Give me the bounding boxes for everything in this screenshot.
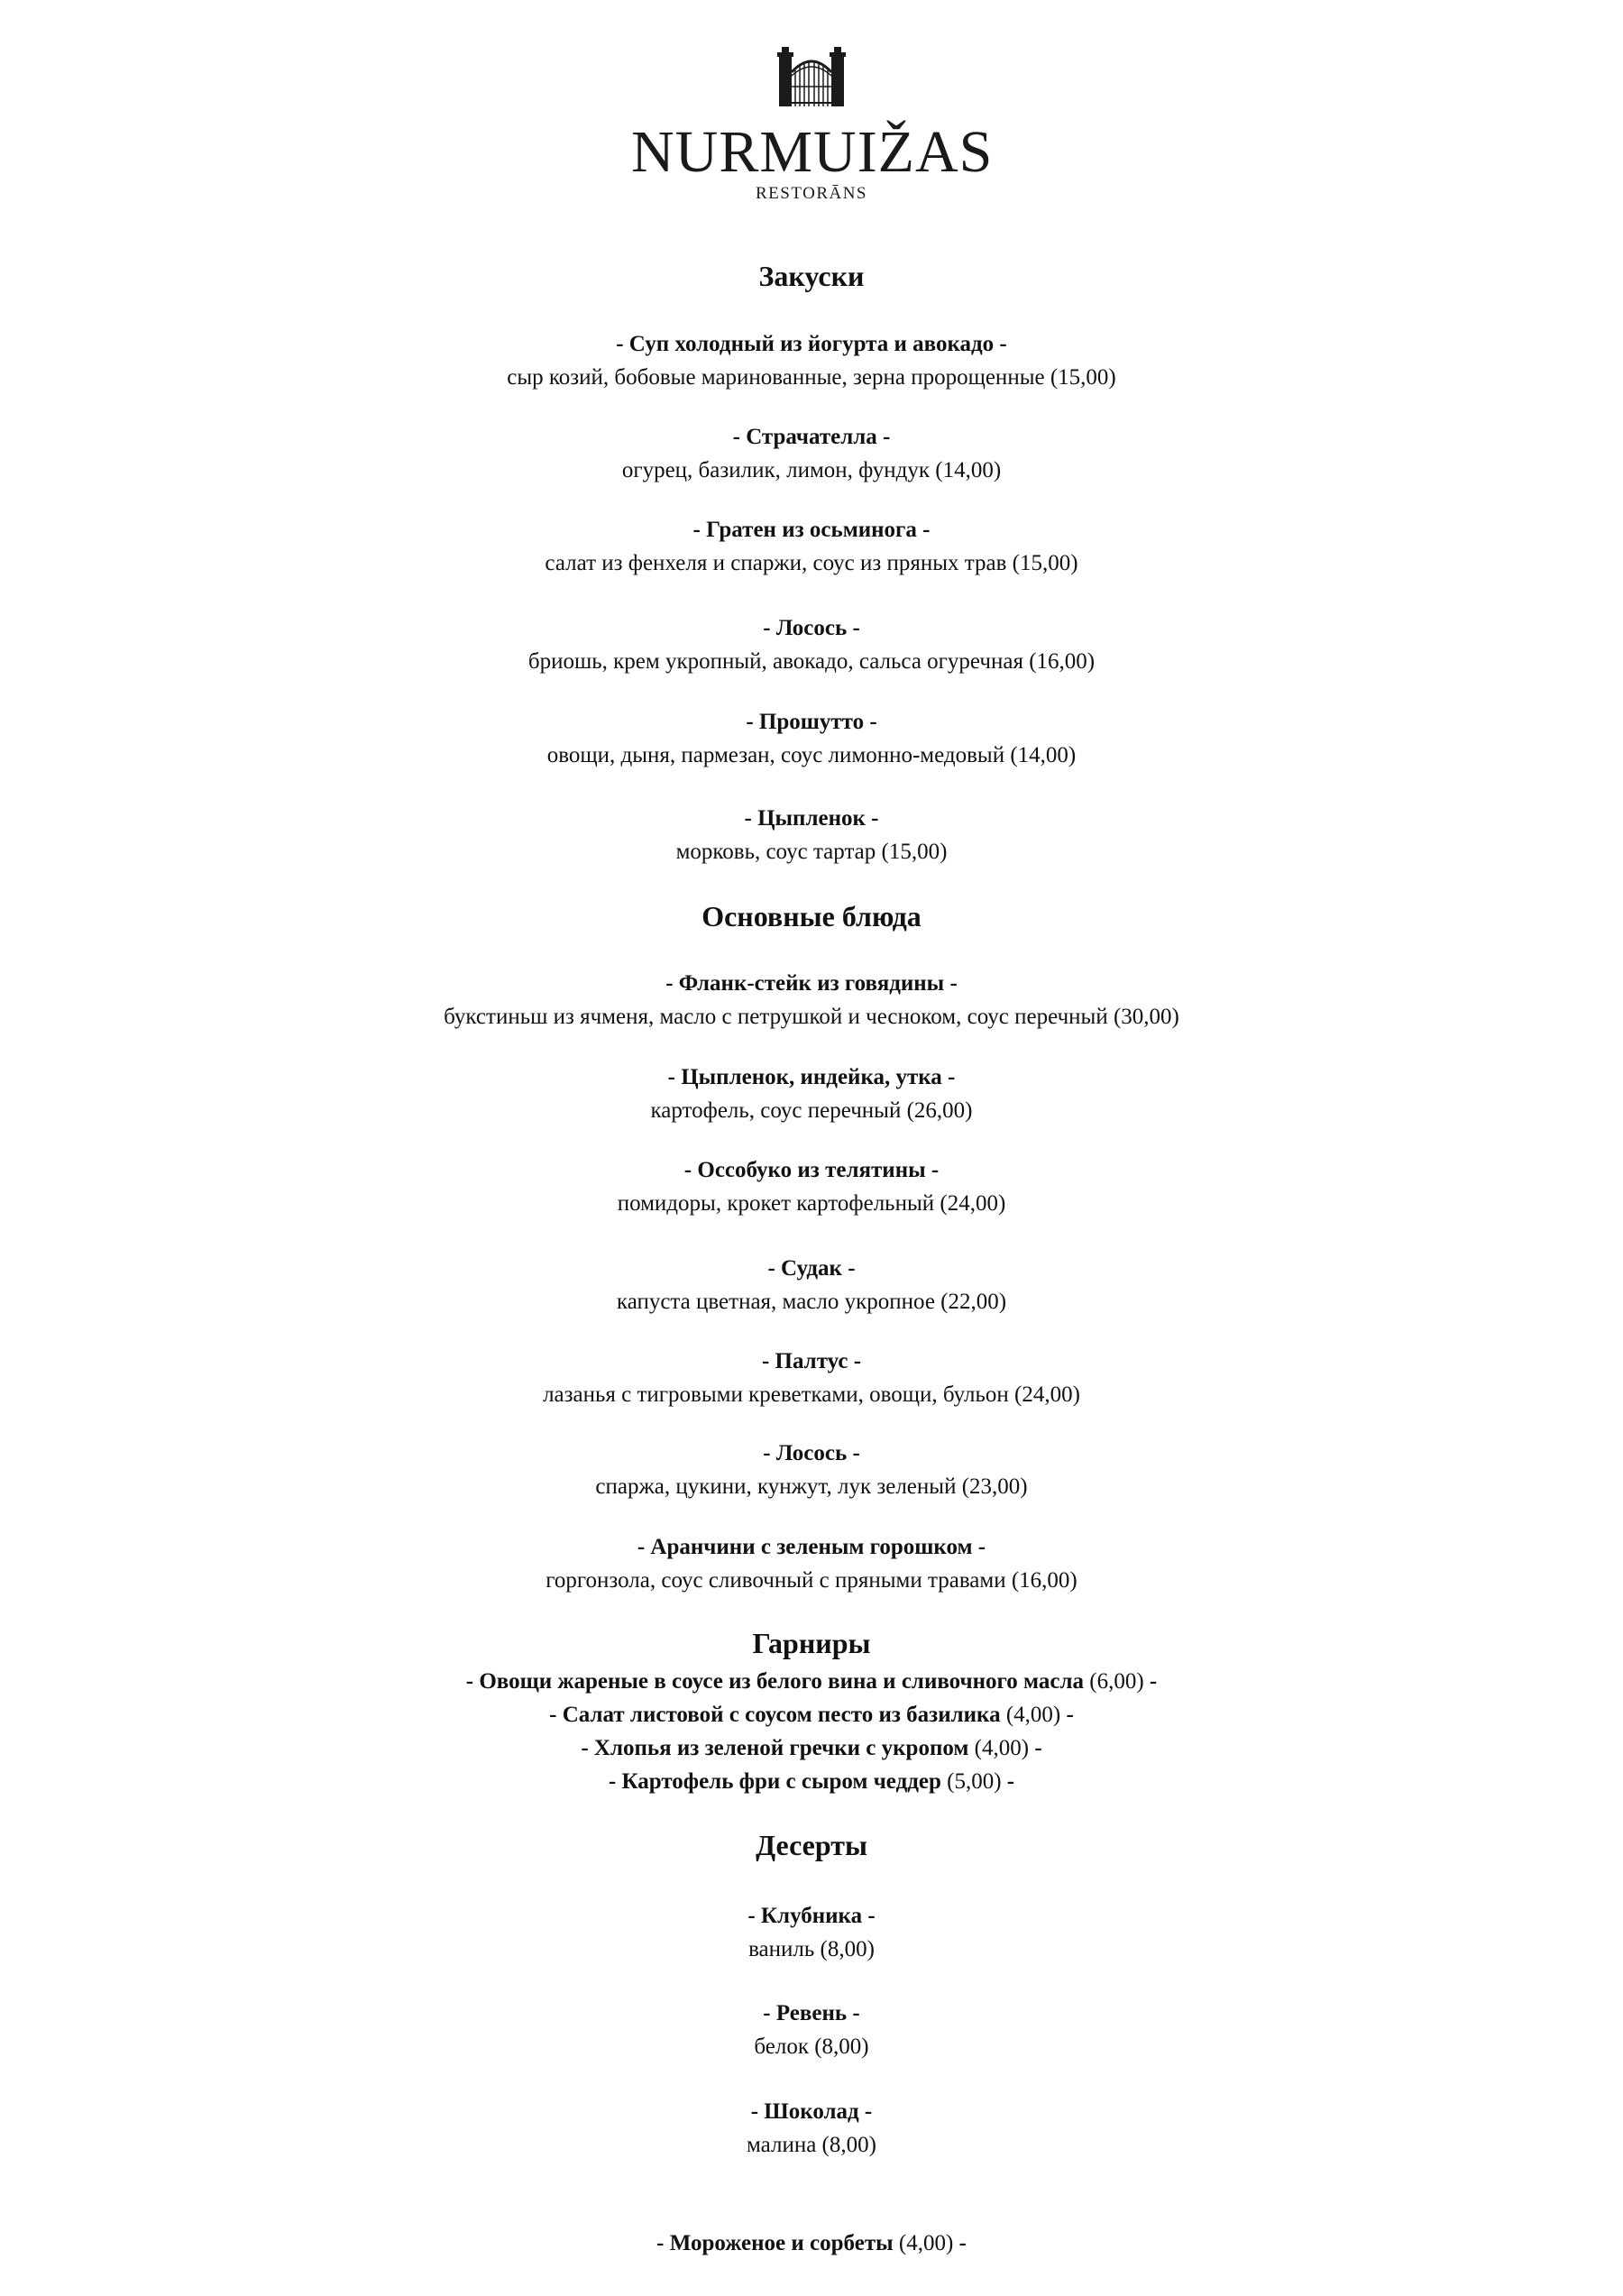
starter-item-desc: овощи, дыня, пармезан, соус лимонно-медовый (14,00) [546,743,1077,767]
section-title-sides: Гарниры [752,1627,871,1659]
starter-item-name: - Цыпленок - [744,806,879,831]
section-title-mains: Основные блюда [701,900,922,932]
side-item-price: (4,00) [1005,1703,1061,1727]
starter-item-name: - Суп холодный из йогурта и авокадо - [616,332,1007,356]
side-item-dash: - [1060,1703,1074,1727]
side-item-price: (6,00) [1089,1669,1144,1694]
starter-item-desc: морковь, соус тартар (15,00) [675,840,948,864]
dessert-extra-price: (4,00) [898,2231,954,2255]
side-item [0,1737,1623,1759]
main-item-desc: капуста цветная, масло укропное (22,00) [616,1290,1007,1314]
logo-name: NURMUIŽAS [631,119,994,185]
dessert-item-desc: белок (8,00) [754,2034,869,2059]
gate-icon [775,47,848,106]
starter-item-desc: сыр козий, бобовые маринованные, зерна пророщенные (15,00) [507,365,1116,390]
main-item-desc: помидоры, крокет картофельный (24,00) [617,1191,1006,1216]
side-item-dash: - [1001,1769,1015,1794]
main-item-desc: спаржа, цукини, кунжут, лук зеленый (23,00) [595,1474,1028,1499]
main-item-name: - Фланк-стейк из говядины - [665,971,958,996]
dessert-item-name: - Клубника - [747,1904,876,1928]
dessert-extra-dash: - [953,2231,967,2255]
main-item-desc: горгонзола, соус сливочный с пряными травами (16,00) [546,1568,1077,1593]
dessert-extra-name: - Мороженое и сорбеты [656,2231,899,2255]
side-item-name: - Хлопья из зеленой гречки с укропом [581,1736,975,1760]
main-item-name: - Лосось - [763,1441,860,1465]
main-item-desc: картофель, соус перечный (26,00) [650,1098,973,1123]
side-item-price: (4,00) [974,1736,1030,1760]
main-item-name: - Судак - [767,1256,856,1281]
side-item-dash: - [1029,1736,1042,1760]
side-item-name: - Салат листовой с соусом песто из базилика [549,1703,1006,1727]
dessert-extra-item [0,2232,1623,2255]
main-item-name: - Аранчини с зеленым горошком - [637,1535,986,1559]
dessert-item-desc: ваниль (8,00) [748,1937,875,1961]
side-item [0,1770,1623,1793]
side-item [0,1670,1623,1693]
starter-item-name: - Прошутто - [746,710,877,734]
starter-item-desc: салат из фенхеля и спаржи, соус из пряных трав (15,00) [545,551,1078,575]
main-item-desc: лазанья с тигровыми креветками, овощи, бульон (24,00) [543,1382,1080,1407]
starter-item-name: - Страчателла - [732,425,891,449]
main-item-name: - Цыпленок, индейка, утка - [667,1065,956,1089]
side-item-name: - Овощи жареные в соусе из белого вина и сливочного масла [465,1669,1090,1694]
side-item-name: - Картофель фри с сыром чеддер [608,1769,948,1794]
section-title-starters: Закуски [758,260,865,292]
starter-item-name: - Лосось - [763,616,860,640]
main-item-name: - Оссобуко из телятины - [683,1158,940,1182]
side-item [0,1704,1623,1726]
starter-item-desc: огурец, базилик, лимон, фундук (14,00) [621,458,1002,482]
main-item-desc: букстиньш из ячменя, масло с петрушкой и чесноком, соус перечный (30,00) [444,1005,1179,1029]
starter-item-desc: бриошь, крем укропный, авокадо, сальса огуречная (16,00) [527,649,1096,674]
restaurant-logo [631,47,992,209]
side-item-price: (5,00) [947,1769,1002,1794]
dessert-item-name: - Шоколад - [750,2099,873,2124]
dessert-item-desc: малина (8,00) [747,2133,876,2157]
main-item-name: - Палтус - [761,1349,862,1373]
starter-item-name: - Гратен из осьминога - [692,518,931,542]
side-item-dash: - [1143,1669,1158,1694]
section-title-desserts: Десерты [756,1829,867,1861]
logo-subtitle: RESTORĀNS [755,184,867,203]
dessert-item-name: - Ревень - [763,2001,860,2025]
